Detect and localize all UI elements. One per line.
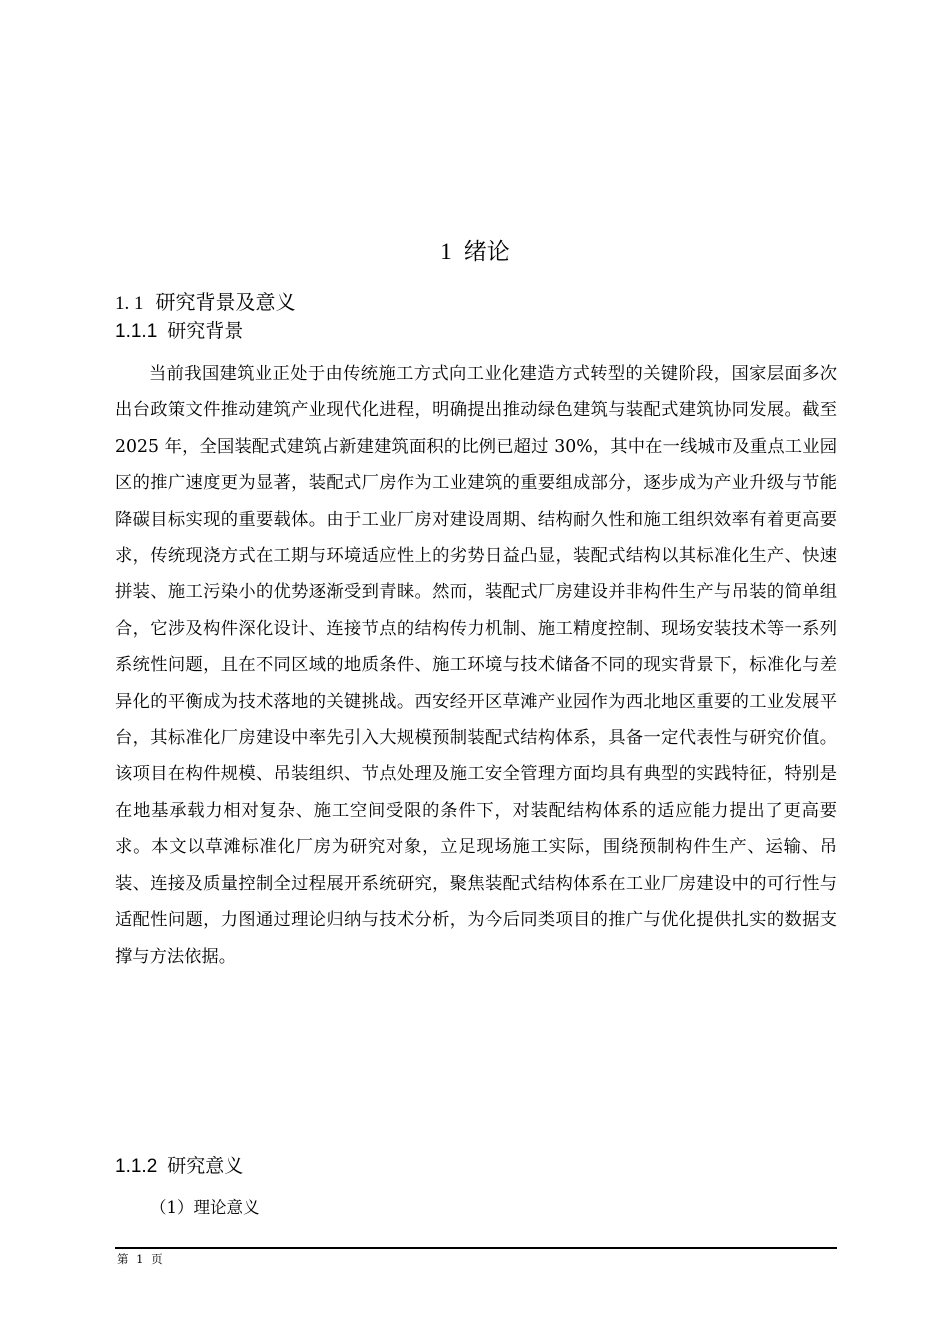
- chapter-title-text: 绪论: [463, 239, 510, 265]
- list-item-label: （1）理论意义: [150, 1198, 260, 1217]
- page-number: 第 1 页: [117, 1252, 165, 1266]
- subsection-number: 1.1.1: [115, 321, 158, 342]
- footer-divider: [115, 1247, 837, 1249]
- section-title-text: 研究背景及意义: [155, 290, 296, 314]
- subsection-heading-background: [115, 317, 243, 346]
- section-heading: [115, 288, 296, 318]
- section-number: 1. 1: [115, 293, 144, 314]
- subsection-title-text: 研究意义: [167, 1155, 244, 1177]
- subsection-heading-significance: [115, 1152, 243, 1181]
- body-paragraph: 当前我国建筑业正处于由传统施工方式向工业化建造方式转型的关键阶段，国家层面多次出台政策文件推动建筑产业现代化进程，明确提出推动绿色建筑与装配式建筑协同发展。截至 2025 年，全国装配式建筑占新建建筑面积的比例已超过 30%，其中在一线城市及重点工业园区的推广速度更为显著，装配式厂房作为工业建筑的重要组成部分，逐步成为产业升级与节能降碳目标实现的重要载体。由于工业厂房对建设周期、结构耐久性和施工组织效率有着更高要求，传统现浇方式在工期与环境适应性上的劣势日益凸显，装配式结构以其标准化生产、快速拼装、施工污染小的优势逐渐受到青睐。然而，装配式厂房建设并非构件生产与吊装的简单组合，它涉及构件深化设计、连接节点的结构传力机制、施工精度控制、现场安装技术等一系列系统性问题，且在不同区域的地质条件、施工环境与技术储备不同的现实背景下，标准化与差异化的平衡成为技术落地的关键挑战。西安经开区草滩产业园作为西北地区重要的工业发展平台，其标准化厂房建设中率先引入大规模预制装配式结构体系，具备一定代表性与研究价值。该项目在构件规模、吊装组织、节点处理及施工安全管理方面均具有典型的实践特征，特别是在地基承载力相对复杂、施工空间受限的条件下，对装配结构体系的适应能力提出了更高要求。本文以草滩标准化厂房为研究对象，立足现场施工实际，围绕预制构件生产、运输、吊装、连接及质量控制全过程展开系统研究，聚焦装配式结构体系在工业厂房建设中的可行性与适配性问题，力图通过理论归纳与技术分析，为今后同类项目的推广与优化提供扎实的数据支撑与方法依据。: [115, 364, 837, 967]
- subsection-title-text: 研究背景: [167, 320, 244, 342]
- subsection-number: 1.1.2: [115, 1156, 158, 1177]
- chapter-number: 1: [440, 239, 452, 264]
- chapter-title: [0, 236, 950, 268]
